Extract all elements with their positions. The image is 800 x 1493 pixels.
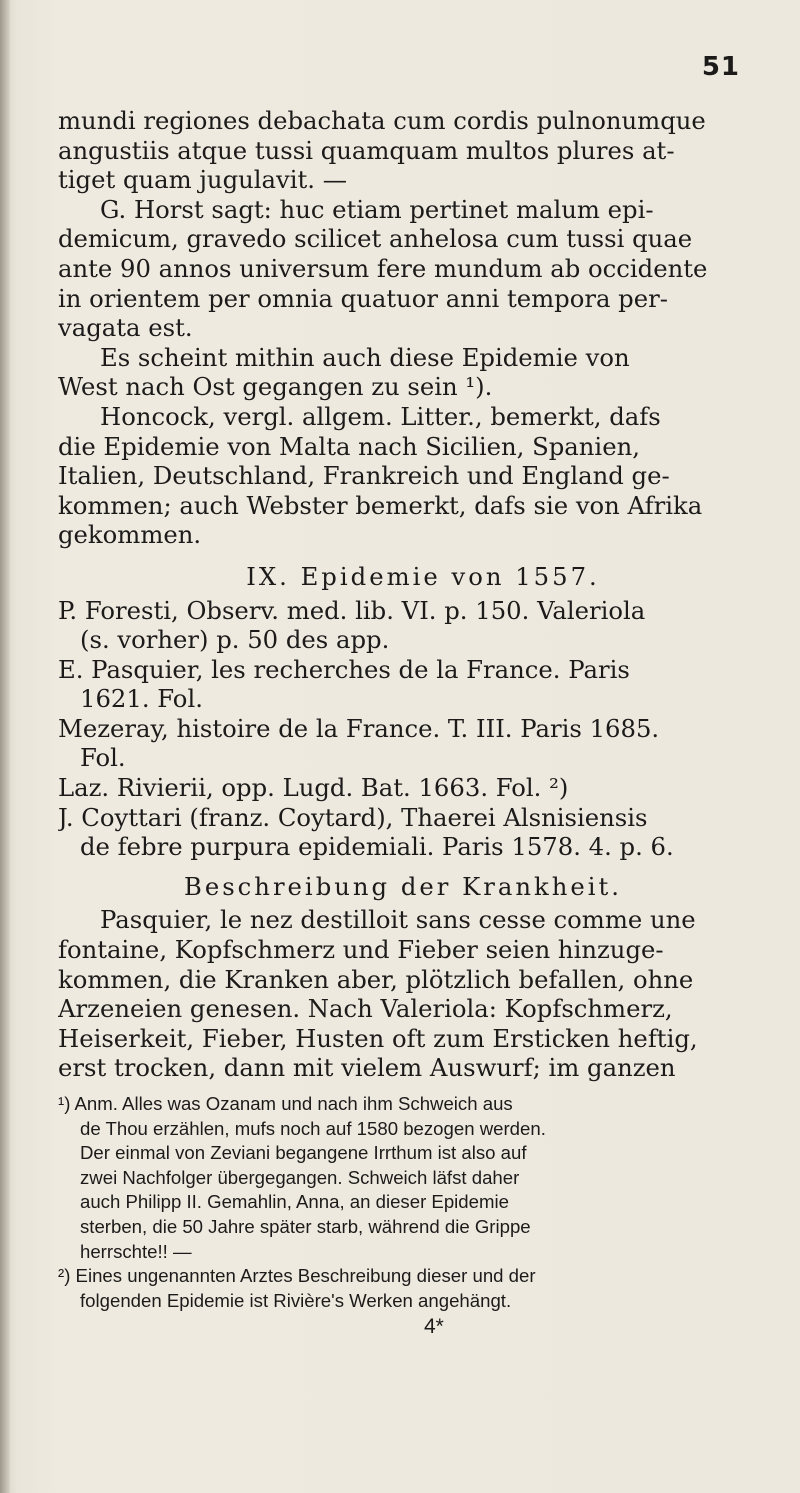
text-line: G. Horst sagt: huc etiam pertinet malum epi- bbox=[100, 194, 654, 224]
footnotes bbox=[58, 1092, 748, 1340]
description-heading: Beschreibung der Krankheit. bbox=[183, 871, 623, 901]
footnote-line: auch Philipp II. Gemahlin, Anna, an dieser Epidemie bbox=[80, 1191, 509, 1213]
text-line: vagata est. bbox=[58, 313, 193, 343]
text-line: ante 90 annos universum fere mundum ab occidente bbox=[58, 253, 708, 283]
reference-line: (s. vorher) p. 50 des app. bbox=[80, 625, 390, 655]
reference-line: 1621. Fol. bbox=[80, 684, 203, 714]
text-line: fontaine, Kopfschmerz und Fieber seien hinzuge- bbox=[58, 935, 664, 965]
text-line: gekommen. bbox=[58, 520, 202, 550]
text-line: tiget quam jugulavit. — bbox=[58, 165, 348, 195]
text-line: in orientem per omnia quatuor anni tempora per- bbox=[58, 283, 668, 313]
text-line: angustiis atque tussi quamquam multos plures at- bbox=[58, 135, 675, 165]
reference-line: Fol. bbox=[80, 743, 126, 773]
text-line: die Epidemie von Malta nach Sicilien, Spanien, bbox=[58, 431, 640, 461]
text-line: kommen; auch Webster bemerkt, dafs sie von Afrika bbox=[58, 490, 703, 520]
reference-line: J. Coyttari (franz. Coytard), Thaerei Alsnisiensis bbox=[58, 802, 648, 832]
paragraph-honcock bbox=[58, 402, 748, 550]
text-line: Heiserkeit, Fieber, Husten oft zum Ersticken heftig, bbox=[58, 1023, 698, 1053]
footnote-line: de Thou erzählen, mufs noch auf 1580 bezogen werden. bbox=[80, 1117, 546, 1139]
text-line: Italien, Deutschland, Frankreich und England ge- bbox=[58, 461, 670, 491]
reference-line: P. Foresti, Observ. med. lib. VI. p. 150. Valeriola bbox=[58, 595, 646, 625]
text-line: Arzeneien genesen. Nach Valeriola: Kopfschmerz, bbox=[58, 994, 673, 1024]
paragraph-description bbox=[58, 905, 748, 1083]
footnote-line: sterben, die 50 Jahre später starb, während die Grippe bbox=[80, 1215, 531, 1237]
reference-list bbox=[58, 596, 748, 862]
text-line: Es scheint mithin auch diese Epidemie von bbox=[100, 342, 630, 372]
main-text bbox=[58, 106, 748, 1083]
reference-line: Mezeray, histoire de la France. T. III. Paris 1685. bbox=[58, 713, 660, 743]
footnote-line: ²) Eines ungenannten Arztes Beschreibung dieser und der bbox=[58, 1265, 536, 1287]
page-binding-edge bbox=[0, 0, 10, 1493]
page-number: 51 bbox=[701, 52, 740, 82]
paragraph-latin-quote bbox=[58, 106, 748, 195]
footnote-line: ¹) Anm. Alles was Ozanam und nach ihm Schweich aus bbox=[58, 1093, 513, 1114]
text-line: erst trocken, dann mit vielem Auswurf; im ganzen bbox=[58, 1053, 676, 1083]
text-line: Pasquier, le nez destilloit sans cesse comme une bbox=[100, 905, 696, 935]
section-heading: IX. Epidemie von 1557. bbox=[246, 561, 600, 591]
text-line: West nach Ost gegangen zu sein ¹). bbox=[58, 372, 493, 402]
footnote-line: Der einmal von Zeviani begangene Irrthum ist also auf bbox=[80, 1142, 527, 1164]
text-line: mundi regiones debachata cum cordis pulnonumque bbox=[58, 106, 706, 135]
reference-line: E. Pasquier, les recherches de la France. Paris bbox=[58, 654, 630, 684]
footnote-1 bbox=[58, 1092, 748, 1264]
text-line: Honcock, vergl. allgem. Litter., bemerkt, dafs bbox=[100, 401, 661, 431]
text-line: kommen, die Kranken aber, plötzlich befallen, ohne bbox=[58, 964, 694, 994]
paragraph-horst bbox=[58, 195, 748, 343]
footnote-line: folgenden Epidemie ist Rivière's Werken angehängt. bbox=[80, 1289, 512, 1311]
footnote-line: zwei Nachfolger übergegangen. Schweich läfst daher bbox=[80, 1166, 520, 1188]
reference-line: de febre purpura epidemiali. Paris 1578. 4. p. 6. bbox=[80, 832, 674, 862]
text-line: demicum, gravedo scilicet anhelosa cum tussi quae bbox=[58, 224, 693, 254]
paragraph-west bbox=[58, 343, 748, 402]
signature-mark: 4* bbox=[424, 1315, 444, 1339]
footnote-line: herrschte!! — bbox=[80, 1240, 192, 1262]
reference-line: Laz. Rivierii, opp. Lugd. Bat. 1663. Fol. ²) bbox=[58, 773, 569, 803]
footnote-2 bbox=[58, 1264, 748, 1313]
